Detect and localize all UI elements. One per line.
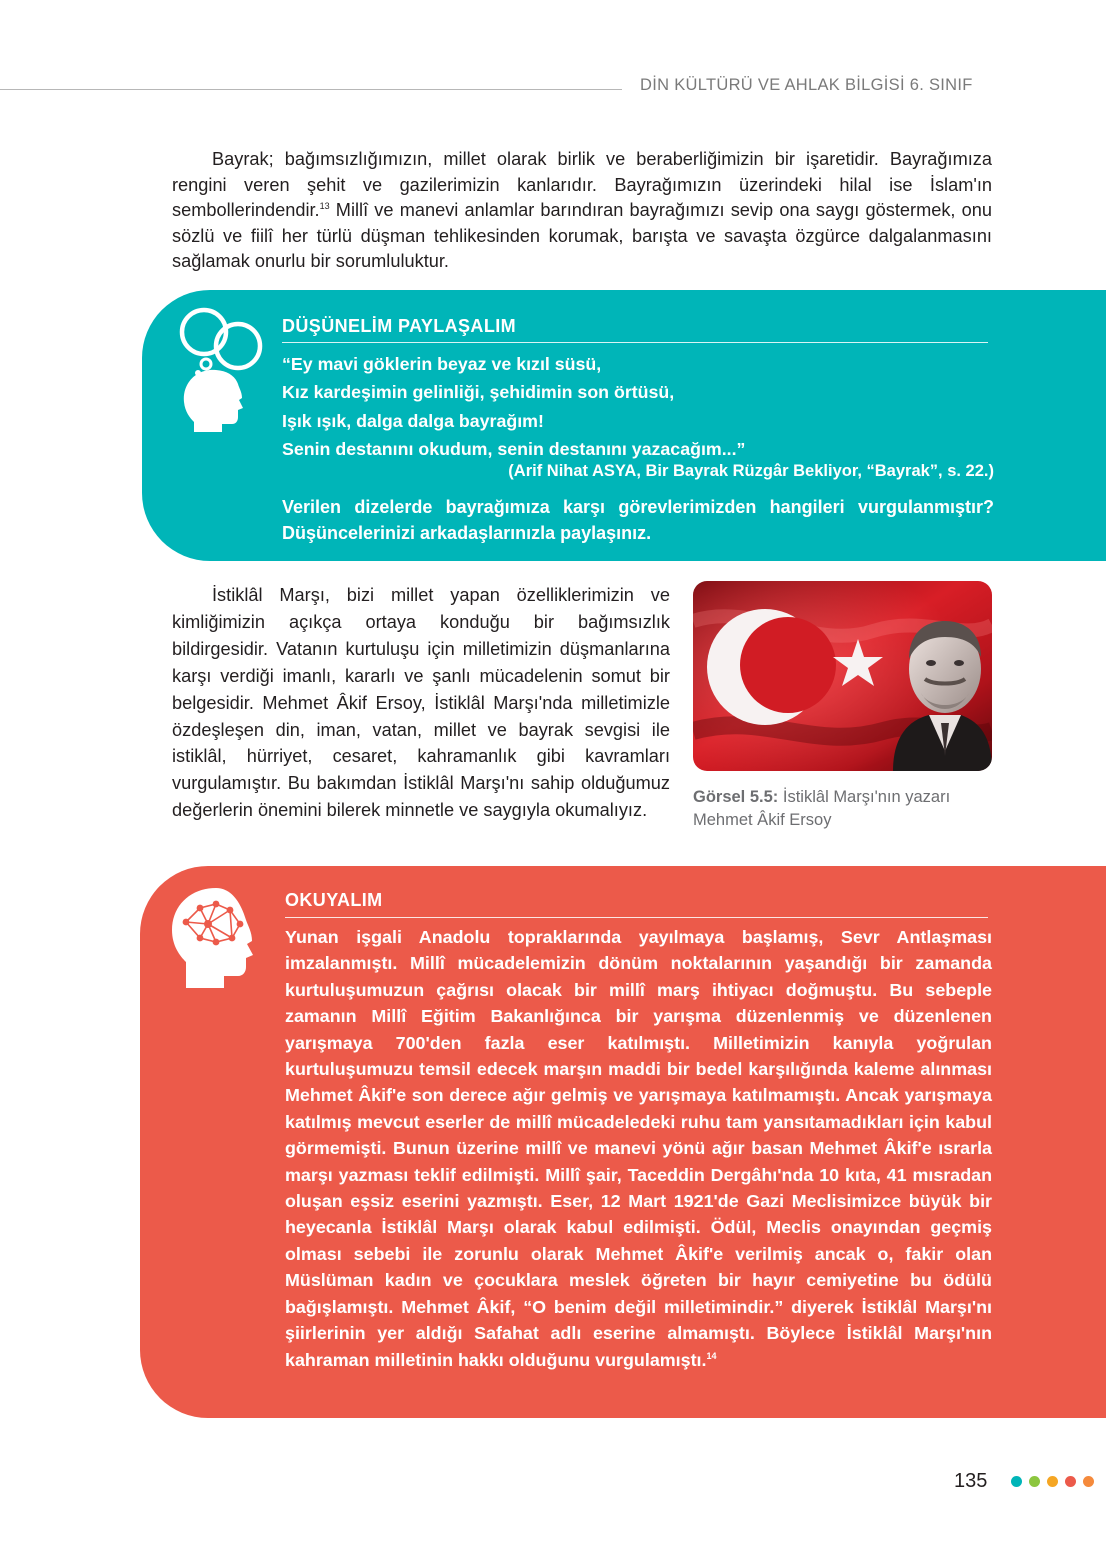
intro-paragraph — [172, 147, 992, 275]
poem — [282, 350, 994, 463]
page-number: 135 — [954, 1470, 988, 1492]
footer-dot — [1047, 1476, 1058, 1487]
intro-text: Bayrak; bağımsızlığımızın, millet olarak birlik ve beraberliğimizin bir işaretidir. Bayrağımıza rengini veren şehit ve gazilerimizin kanlarıdır. Bayrağımızın üzerindeki hilal ise İslam'ın sembollerindendir. — [172, 149, 992, 221]
poem-source: (Arif Nihat ASYA, Bir Bayrak Rüzgâr Bekliyor, “Bayrak”, s. 22.) — [508, 462, 994, 480]
reading-rule — [285, 917, 988, 918]
head-thought-bubbles-icon — [176, 306, 266, 436]
poem-line: Senin destanını okudum, senin destanını yazacağım...” — [282, 438, 746, 459]
intro-text-cont: Millî ve manevi anlamlar barındıran bayrağımızı sevip ona saygı göstermek, onu sözlü ve fiilî her türlü düşman tehlikesinden korumak, barışta ve savaşta özgürce dalgalanmasını sağlamak onurlu bir sorumluluktur. — [172, 200, 992, 272]
footer-dot — [1029, 1476, 1040, 1487]
poem-line: Işık ışık, dalga dalga bayrağım! — [282, 410, 544, 431]
akif-ersoy-photo — [693, 581, 992, 771]
think-share-rule — [282, 342, 988, 343]
reading-text — [285, 924, 992, 1373]
header-rule — [0, 89, 622, 90]
figure-caption — [693, 786, 993, 832]
header-title: DİN KÜLTÜRÜ VE AHLAK BİLGİSİ 6. SINIF — [640, 76, 973, 94]
istiklal-paragraph: İstiklâl Marşı, bizi millet yapan özelliklerimizin ve kimliğimizin açıkça ortaya konduğu bir bağımsızlık bildirgesidir. Vatanın kurtuluşu için milletimizin düşmanlarına karşı verdiği imanlı, kararlı ve şanlı mücadelenin somut bir belgesidir. Mehmet Âkif Ersoy, İstiklâl Marşı'nda milletimizle özdeşleşen din, iman, vatan, millet ve bayrak sevgisi ile istiklâl, hürriyet, cesaret, kahramanlık gibi kavramları vurgulamıştır. Bu bakımdan İstiklâl Marşı'nı sahip olduğumuz değerlerin önemini bilerek minnetle ve saygıyla okumalıyız. — [172, 585, 670, 821]
reading-body: Yunan işgali Anadolu topraklarında yayılmaya başlamış, Sevr Antlaşması imzalanmıştı. Millî mücadelemizin dönüm noktalarının yaşandığı bir zamanda kurtuluşumuzun çağrısı olacak bir millî marş ihtiyacı doğmuştu. Bu sebeple zamanın Millî Eğitim Bakanlığınca bir yarışma düzenlenmiş ve düzenlenen yarışmaya 700'den fazla eser katılmıştı. Milletimizin kanıyla yoğrulan kurtuluşumuzu temsil edecek marşın maddi bir bedel karşılığında kaleme alınması Mehmet Âkif'e son derece ağır gelmiş ve yarışmaya katılmamıştı. Ancak yarışmaya katılmış mevcut eserler de millî mücadeledeki ruhu tam yansıtamadıkları için kabul görmemişti. Bunun üzerine millî ve manevi yönü ağır basan Mehmet Âkif'e ısrarla marşı yazması teklif edilmişti. Millî şair, Taceddin Dergâhı'nda 10 kıta, 41 mısradan oluşan eşsiz eserini yazmıştı. Eser, 12 Mart 1921'de Gazi Meclisimizce büyük bir heyecanla İstiklâl Marşı olarak kabul edilmişti. Ödül, Meclis onayından geçmiş olması sebebi ile zorunlu olarak Mehmet Âkif'e verilmiş ancak o, fakir olan Müslüman kadın ve çocuklara meslek öğreten bir hayır cemiyetine bu ödülü bağışlamıştı. Mehmet Âkif, “O benim değil milletimindir.” diyerek İstiklâl Marşı'nı şiirlerinin yer aldığı Safahat adlı eserine almamıştı. Böylece İstiklâl Marşı'nın kahraman milletinin hakkı olduğunu vurgulamıştı. — [285, 927, 992, 1370]
figure-label: Görsel 5.5: — [693, 788, 779, 806]
footnote-14: 14 — [706, 1350, 717, 1361]
footnote-13: 13 — [319, 201, 330, 212]
figure-caption-text: İstiklâl Marşı'nın yazarı Mehmet Âkif Ersoy — [693, 788, 951, 829]
poem-line: “Ey mavi göklerin beyaz ve kızıl süsü, — [282, 354, 602, 374]
footer-dot — [1011, 1476, 1022, 1487]
footer-dot — [1083, 1476, 1094, 1487]
poem-line: Kız kardeşimin gelinliği, şehidimin son örtüsü, — [282, 382, 675, 403]
flag-portrait-image — [693, 581, 992, 771]
brain-network-head-icon — [166, 884, 270, 992]
think-share-question: Verilen dizelerde bayrağımıza karşı görevlerimizden hangileri vurgulanmıştır? Düşüncelerinizi arkadaşlarınızla paylaşınız. — [282, 497, 994, 543]
reading-title: OKUYALIM — [285, 890, 383, 910]
think-share-title: DÜŞÜNELİM PAYLAŞALIM — [282, 316, 517, 336]
footer-dot — [1065, 1476, 1076, 1487]
